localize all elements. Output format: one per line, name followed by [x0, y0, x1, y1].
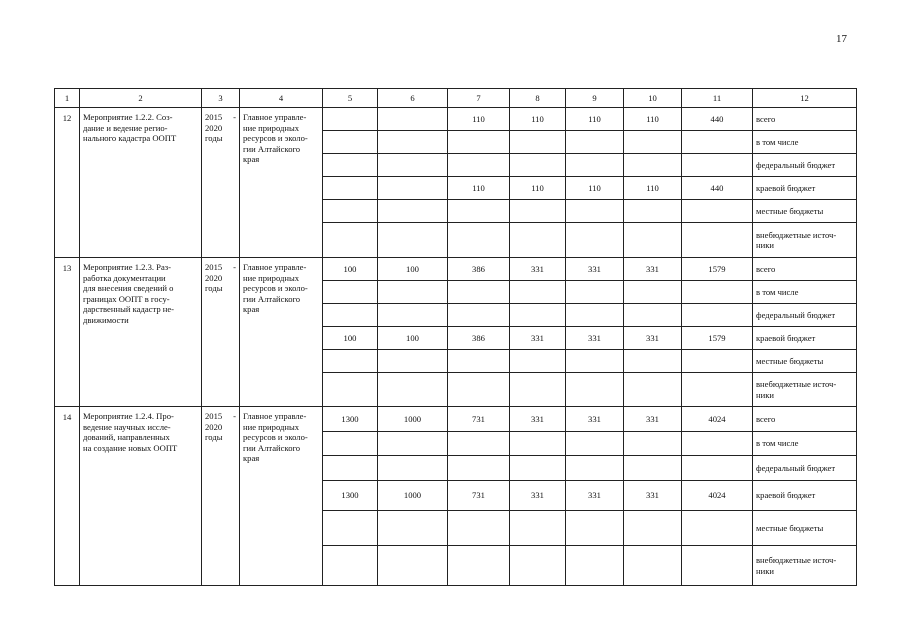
funding-source: федеральный бюджет: [753, 456, 857, 481]
amount-cell: [566, 350, 624, 373]
funding-source: краевой бюджет: [753, 177, 857, 200]
amount-cell: [378, 154, 448, 177]
table-row: [55, 258, 857, 281]
amount-cell: 110: [448, 177, 510, 200]
amount-cell: 1300: [323, 407, 378, 432]
amount-cell: [378, 456, 448, 481]
amount-cell: [378, 432, 448, 456]
page-number: 17: [836, 33, 847, 45]
amount-cell: 110: [566, 177, 624, 200]
amount-cell: [323, 281, 378, 304]
column-header: 2: [80, 89, 202, 108]
amount-cell: [682, 304, 753, 327]
amount-cell: 331: [510, 258, 566, 281]
column-header: 11: [682, 89, 753, 108]
amount-cell: [323, 131, 378, 154]
amount-cell: [510, 511, 566, 546]
amount-cell: [624, 281, 682, 304]
amount-cell: [566, 373, 624, 407]
amount-cell: 1000: [378, 407, 448, 432]
amount-cell: 331: [510, 481, 566, 511]
amount-cell: [323, 154, 378, 177]
amount-cell: [323, 456, 378, 481]
amount-cell: [624, 373, 682, 407]
amount-cell: [448, 281, 510, 304]
amount-cell: 386: [448, 258, 510, 281]
amount-cell: [624, 432, 682, 456]
amount-cell: [510, 131, 566, 154]
amount-cell: [510, 546, 566, 586]
amount-cell: [566, 546, 624, 586]
amount-cell: [566, 456, 624, 481]
amount-cell: [323, 200, 378, 223]
amount-cell: [510, 154, 566, 177]
year-from: 2015: [205, 411, 223, 421]
amount-cell: 100: [378, 258, 448, 281]
amount-cell: 100: [378, 327, 448, 350]
amount-cell: [323, 177, 378, 200]
amount-cell: [448, 432, 510, 456]
amount-cell: [378, 131, 448, 154]
amount-cell: [682, 456, 753, 481]
amount-cell: [510, 223, 566, 258]
amount-cell: [378, 511, 448, 546]
amount-cell: [566, 511, 624, 546]
amount-cell: 1300: [323, 481, 378, 511]
amount-cell: [682, 511, 753, 546]
amount-cell: [624, 456, 682, 481]
funding-source: федеральный бюджет: [753, 304, 857, 327]
funding-source: внебюджетные источ- ники: [753, 546, 857, 586]
amount-cell: 331: [566, 258, 624, 281]
funding-source: федеральный бюджет: [753, 154, 857, 177]
funding-source: краевой бюджет: [753, 481, 857, 511]
row-index: 14: [55, 407, 80, 586]
amount-cell: [624, 200, 682, 223]
column-header: 3: [202, 89, 240, 108]
funding-source: внебюджетные источ- ники: [753, 223, 857, 258]
amount-cell: 1579: [682, 327, 753, 350]
amount-cell: [448, 304, 510, 327]
amount-cell: 331: [510, 407, 566, 432]
responsible-organization: Главное управле- ние природных ресурсов и эколо- гии Алтайского края: [240, 108, 323, 258]
amount-cell: [624, 350, 682, 373]
row-index: 13: [55, 258, 80, 407]
responsible-organization: Главное управле- ние природных ресурсов и эколо- гии Алтайского края: [240, 258, 323, 407]
amount-cell: [378, 304, 448, 327]
responsible-organization: Главное управле- ние природных ресурсов и эколо- гии Алтайского края: [240, 407, 323, 586]
amount-cell: [624, 304, 682, 327]
amount-cell: [682, 432, 753, 456]
amount-cell: [566, 281, 624, 304]
amount-cell: [448, 511, 510, 546]
funding-source: местные бюджеты: [753, 511, 857, 546]
amount-cell: [510, 456, 566, 481]
column-header: 1: [55, 89, 80, 108]
amount-cell: [624, 546, 682, 586]
amount-cell: 331: [566, 327, 624, 350]
amount-cell: [378, 108, 448, 131]
amount-cell: 386: [448, 327, 510, 350]
amount-cell: 4024: [682, 481, 753, 511]
amount-cell: [323, 108, 378, 131]
amount-cell: 110: [510, 177, 566, 200]
amount-cell: [682, 373, 753, 407]
year-to: 2020: [205, 122, 223, 133]
funding-source: внебюджетные источ- ники: [753, 373, 857, 407]
column-header: 12: [753, 89, 857, 108]
year-dash: -: [233, 262, 236, 272]
amount-cell: [682, 223, 753, 258]
funding-table: [54, 88, 857, 586]
amount-cell: 440: [682, 108, 753, 131]
funding-source: краевой бюджет: [753, 327, 857, 350]
amount-cell: [323, 432, 378, 456]
funding-source: в том числе: [753, 432, 857, 456]
amount-cell: [448, 131, 510, 154]
funding-source: местные бюджеты: [753, 350, 857, 373]
amount-cell: [378, 177, 448, 200]
column-header: 5: [323, 89, 378, 108]
amount-cell: 331: [624, 327, 682, 350]
year-from: 2015: [205, 112, 223, 122]
amount-cell: 110: [624, 177, 682, 200]
amount-cell: [448, 200, 510, 223]
amount-cell: 110: [624, 108, 682, 131]
column-header: 8: [510, 89, 566, 108]
amount-cell: [510, 373, 566, 407]
amount-cell: [510, 432, 566, 456]
amount-cell: [566, 200, 624, 223]
amount-cell: [510, 200, 566, 223]
amount-cell: [323, 350, 378, 373]
amount-cell: 331: [510, 327, 566, 350]
column-header: 4: [240, 89, 323, 108]
amount-cell: [378, 350, 448, 373]
amount-cell: 331: [624, 407, 682, 432]
period-cell: [202, 407, 240, 586]
column-header: 10: [624, 89, 682, 108]
amount-cell: [682, 131, 753, 154]
amount-cell: [682, 546, 753, 586]
amount-cell: [378, 200, 448, 223]
amount-cell: [566, 154, 624, 177]
amount-cell: 331: [624, 258, 682, 281]
column-header-row: [55, 89, 857, 108]
period-cell: [202, 108, 240, 258]
amount-cell: 731: [448, 481, 510, 511]
activity-description: Мероприятие 1.2.2. Соз- дание и ведение регио- нального кадастра ООПТ: [80, 108, 202, 258]
amount-cell: 331: [566, 481, 624, 511]
amount-cell: [624, 511, 682, 546]
amount-cell: [682, 281, 753, 304]
funding-source: местные бюджеты: [753, 200, 857, 223]
funding-source: в том числе: [753, 131, 857, 154]
year-dash: -: [233, 411, 236, 421]
table-row: [55, 407, 857, 432]
column-header: 7: [448, 89, 510, 108]
years-word: годы: [205, 432, 223, 442]
column-header: 6: [378, 89, 448, 108]
amount-cell: [448, 546, 510, 586]
amount-cell: [448, 350, 510, 373]
amount-cell: [566, 223, 624, 258]
amount-cell: [566, 131, 624, 154]
activity-description: Мероприятие 1.2.4. Про- ведение научных иссле- дований, направленных на создание новых ООПТ: [80, 407, 202, 586]
amount-cell: [323, 546, 378, 586]
period-cell: [202, 258, 240, 407]
row-index: 12: [55, 108, 80, 258]
amount-cell: 731: [448, 407, 510, 432]
year-to: 2020: [205, 272, 223, 283]
amount-cell: [510, 281, 566, 304]
amount-cell: 100: [323, 258, 378, 281]
amount-cell: [624, 154, 682, 177]
year-to: 2020: [205, 421, 223, 432]
activity-description: Мероприятие 1.2.3. Раз- работка документации для внесения сведений о границах ООПТ в госу- дарственный кадастр не- движимости: [80, 258, 202, 407]
amount-cell: [378, 281, 448, 304]
amount-cell: 331: [624, 481, 682, 511]
funding-source: всего: [753, 258, 857, 281]
amount-cell: [624, 131, 682, 154]
amount-cell: 331: [566, 407, 624, 432]
amount-cell: [510, 304, 566, 327]
amount-cell: 110: [566, 108, 624, 131]
amount-cell: 100: [323, 327, 378, 350]
amount-cell: [323, 511, 378, 546]
amount-cell: [682, 154, 753, 177]
year-dash: -: [233, 112, 236, 122]
amount-cell: [566, 432, 624, 456]
amount-cell: 1000: [378, 481, 448, 511]
amount-cell: [323, 373, 378, 407]
table-row: [55, 108, 857, 131]
amount-cell: [323, 223, 378, 258]
years-word: годы: [205, 283, 223, 293]
amount-cell: 110: [510, 108, 566, 131]
funding-source: всего: [753, 108, 857, 131]
funding-source: всего: [753, 407, 857, 432]
amount-cell: [323, 304, 378, 327]
amount-cell: [566, 304, 624, 327]
amount-cell: [448, 223, 510, 258]
amount-cell: [510, 350, 566, 373]
amount-cell: [682, 200, 753, 223]
amount-cell: 440: [682, 177, 753, 200]
amount-cell: 4024: [682, 407, 753, 432]
amount-cell: [378, 546, 448, 586]
column-header: 9: [566, 89, 624, 108]
amount-cell: [378, 373, 448, 407]
amount-cell: [682, 350, 753, 373]
amount-cell: 1579: [682, 258, 753, 281]
years-word: годы: [205, 133, 223, 143]
amount-cell: [624, 223, 682, 258]
amount-cell: [448, 154, 510, 177]
amount-cell: [378, 223, 448, 258]
amount-cell: 110: [448, 108, 510, 131]
funding-source: в том числе: [753, 281, 857, 304]
year-from: 2015: [205, 262, 223, 272]
amount-cell: [448, 373, 510, 407]
amount-cell: [448, 456, 510, 481]
